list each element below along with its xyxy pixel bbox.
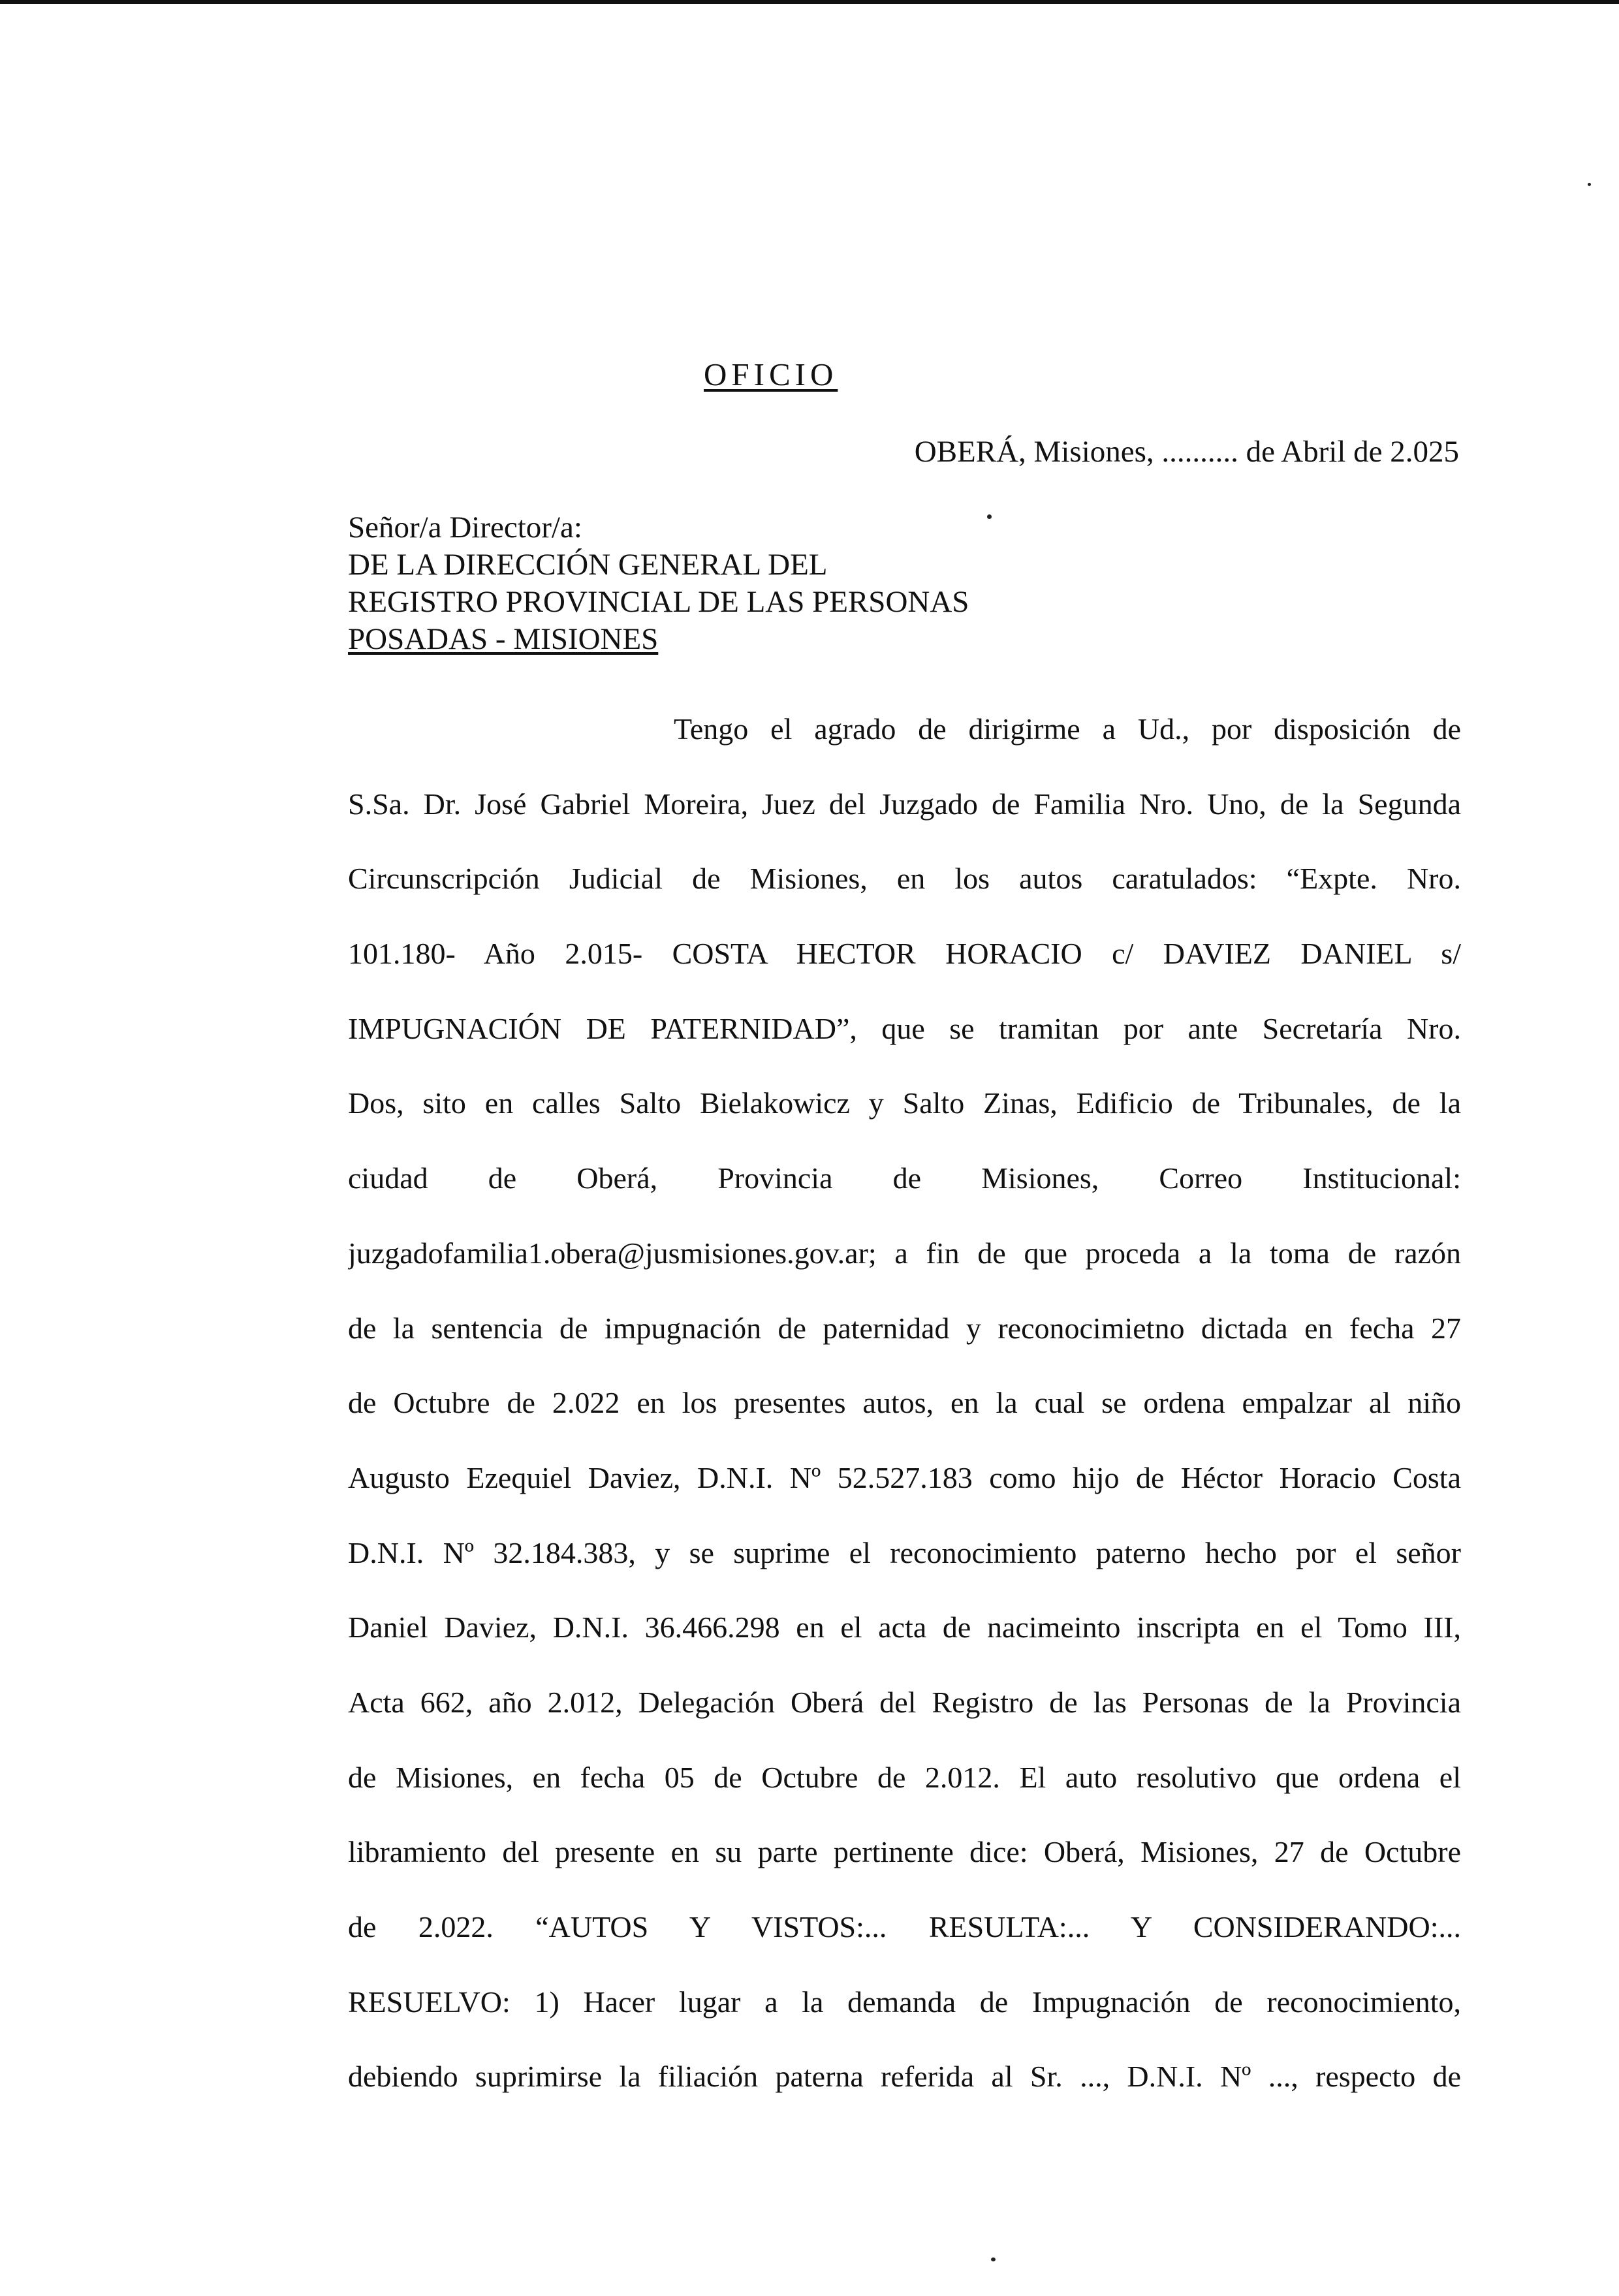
scan-speck [987, 514, 992, 519]
body-line: D.N.I. Nº 32.184.383, y se suprime el reconocimiento paterno hecho por el señor [348, 1535, 1461, 1569]
scan-speck [1588, 183, 1591, 186]
addressee-line: REGISTRO PROVINCIAL DE LAS PERSONAS [348, 585, 969, 619]
body-line: ciudad de Oberá, Provincia de Misiones, Correo Institucional: [348, 1161, 1461, 1195]
body-line: S.Sa. Dr. José Gabriel Moreira, Juez del Juzgado de Familia Nro. Uno, de la Segunda [348, 787, 1461, 821]
body-paragraph [348, 692, 1461, 2115]
body-line: juzgadofamilia1.obera@jusmisiones.gov.ar; a fin de que proceda a la toma de razón [348, 1236, 1461, 1270]
body-line: Acta 662, año 2.012, Delegación Oberá del Registro de las Personas de la Provincia [348, 1685, 1461, 1719]
body-line: de 2.022. “AUTOS Y VISTOS:... RESULTA:... Y CONSIDERANDO:... [348, 1910, 1461, 1943]
body-line: Daniel Daviez, D.N.I. 36.466.298 en el acta de nacimeinto inscripta en el Tomo III, [348, 1611, 1461, 1644]
body-line: debiendo suprimirse la filiación paterna referida al Sr. ..., D.N.I. Nº ..., respecto de [348, 2060, 1461, 2094]
document-title: OFICIO [704, 356, 838, 392]
body-line: Tengo el agrado de dirigirme a Ud., por disposición de [674, 712, 1461, 746]
dateline: OBERÁ, Misiones, .......... de Abril de 2.025 [914, 435, 1459, 469]
scan-speck [991, 2257, 996, 2261]
page-top-border [0, 0, 1619, 4]
body-line: libramiento del presente en su parte pertinente dice: Oberá, Misiones, 27 de Octubre [348, 1835, 1461, 1869]
body-line: de Octubre de 2.022 en los presentes autos, en la cual se ordena empalzar al niño [348, 1386, 1461, 1420]
body-line: RESUELVO: 1) Hacer lugar a la demanda de Impugnación de reconocimiento, [348, 1985, 1461, 2019]
body-line: IMPUGNACIÓN DE PATERNIDAD”, que se tramitan por ante Secretaría Nro. [348, 1011, 1461, 1045]
addressee-line: DE LA DIRECCIÓN GENERAL DEL [348, 548, 828, 582]
body-line: Circunscripción Judicial de Misiones, en los autos caratulados: “Expte. Nro. [348, 862, 1461, 896]
addressee-block [348, 509, 969, 658]
body-line: 101.180- Año 2.015- COSTA HECTOR HORACIO c/ DAVIEZ DANIEL s/ [348, 937, 1461, 971]
body-line: Augusto Ezequiel Daviez, D.N.I. Nº 52.527.183 como hijo de Héctor Horacio Costa [348, 1460, 1461, 1494]
body-line: Dos, sito en calles Salto Bielakowicz y Salto Zinas, Edificio de Tribunales, de la [348, 1086, 1461, 1120]
body-line: de Misiones, en fecha 05 de Octubre de 2.012. El auto resolutivo que ordena el [348, 1760, 1461, 1794]
body-line: de la sentencia de impugnación de paternidad y reconocimietno dictada en fecha 27 [348, 1311, 1461, 1345]
addressee-line: POSADAS - MISIONES [348, 622, 659, 656]
addressee-line: Señor/a Director/a: [348, 511, 582, 544]
